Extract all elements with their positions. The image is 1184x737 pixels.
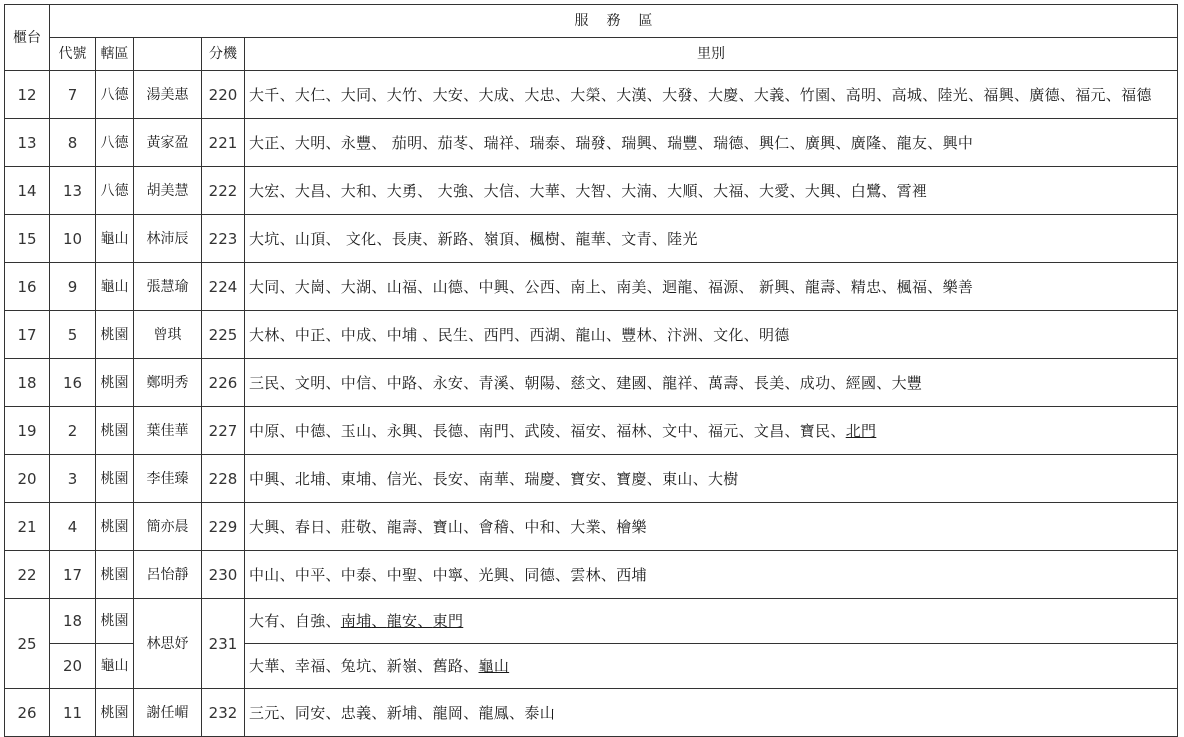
table-row bbox=[5, 263, 1178, 311]
ext-cell: 232 bbox=[202, 689, 245, 737]
district-cell: 桃園 bbox=[96, 503, 134, 551]
code-cell: 5 bbox=[50, 311, 96, 359]
counter-cell: 21 bbox=[5, 503, 50, 551]
villages-cell bbox=[245, 599, 1178, 644]
counter-cell: 18 bbox=[5, 359, 50, 407]
code-cell: 11 bbox=[50, 689, 96, 737]
header-service-area: 服務區 bbox=[50, 5, 1178, 38]
villages-separator: 、 bbox=[371, 612, 387, 630]
villages-cell: 大坑、山頂、 文化、長庚、新路、嶺頂、楓樹、龍華、文青、陸光 bbox=[245, 215, 1178, 263]
code-cell: 8 bbox=[50, 119, 96, 167]
ext-cell: 224 bbox=[202, 263, 245, 311]
staff-cell: 胡美慧 bbox=[134, 167, 202, 215]
ext-cell: 220 bbox=[202, 71, 245, 119]
villages-cell bbox=[245, 407, 1178, 455]
table-row bbox=[5, 599, 1178, 644]
code-cell: 17 bbox=[50, 551, 96, 599]
counter-cell: 17 bbox=[5, 311, 50, 359]
ext-cell: 223 bbox=[202, 215, 245, 263]
counter-cell: 15 bbox=[5, 215, 50, 263]
table-row bbox=[5, 455, 1178, 503]
villages-underlined: 南埔 bbox=[340, 612, 372, 630]
header-district: 轄區 bbox=[96, 38, 134, 71]
staff-cell: 李佳臻 bbox=[134, 455, 202, 503]
table-row bbox=[5, 311, 1178, 359]
villages-separator: 、 bbox=[417, 612, 433, 630]
villages-cell: 大同、大崗、大湖、山福、山德、中興、公西、南上、南美、迴龍、福源、 新興、龍壽、精忠、楓福、樂善 bbox=[245, 263, 1178, 311]
counter-cell: 22 bbox=[5, 551, 50, 599]
villages-cell: 中興、北埔、東埔、信光、長安、南華、瑞慶、寶安、寶慶、東山、大樹 bbox=[245, 455, 1178, 503]
table-row bbox=[5, 215, 1178, 263]
staff-cell: 湯美惠 bbox=[134, 71, 202, 119]
code-cell: 13 bbox=[50, 167, 96, 215]
header-villages: 里別 bbox=[245, 38, 1178, 71]
code-cell: 16 bbox=[50, 359, 96, 407]
district-cell: 桃園 bbox=[96, 599, 134, 644]
staff-cell: 葉佳華 bbox=[134, 407, 202, 455]
district-cell: 龜山 bbox=[96, 263, 134, 311]
code-cell: 2 bbox=[50, 407, 96, 455]
villages-underlined: 龍安 bbox=[386, 612, 418, 630]
table-row bbox=[5, 503, 1178, 551]
district-cell: 桃園 bbox=[96, 689, 134, 737]
table-row bbox=[5, 119, 1178, 167]
villages-cell: 大正、大明、永豐、 茄明、茄苳、瑞祥、瑞泰、瑞發、瑞興、瑞豐、瑞德、興仁、廣興、廣隆、龍友、興中 bbox=[245, 119, 1178, 167]
villages-text: 大有、自強、 bbox=[249, 612, 341, 630]
header-counter: 櫃台 bbox=[5, 5, 50, 71]
code-cell: 7 bbox=[50, 71, 96, 119]
counter-cell: 26 bbox=[5, 689, 50, 737]
villages-cell: 三民、文明、中信、中路、永安、青溪、朝陽、慈文、建國、龍祥、萬壽、長美、成功、經國、大豐 bbox=[245, 359, 1178, 407]
staff-cell: 鄭明秀 bbox=[134, 359, 202, 407]
district-cell: 桃園 bbox=[96, 311, 134, 359]
table-row bbox=[5, 359, 1178, 407]
villages-cell: 大興、春日、莊敬、龍壽、寶山、會稽、中和、大業、檜樂 bbox=[245, 503, 1178, 551]
staff-cell: 曾琪 bbox=[134, 311, 202, 359]
district-cell: 桃園 bbox=[96, 359, 134, 407]
villages-underlined: 北門 bbox=[845, 421, 877, 440]
staff-cell: 林思妤 bbox=[134, 599, 202, 689]
header-ext: 分機 bbox=[202, 38, 245, 71]
counter-cell: 16 bbox=[5, 263, 50, 311]
district-cell: 桃園 bbox=[96, 455, 134, 503]
table-row bbox=[5, 167, 1178, 215]
code-cell: 9 bbox=[50, 263, 96, 311]
staff-cell: 林沛辰 bbox=[134, 215, 202, 263]
ext-cell: 229 bbox=[202, 503, 245, 551]
counter-cell: 19 bbox=[5, 407, 50, 455]
villages-cell: 大宏、大昌、大和、大勇、 大強、大信、大華、大智、大湳、大順、大福、大愛、大興、白鷺、霄裡 bbox=[245, 167, 1178, 215]
villages-cell: 大林、中正、中成、中埔 、民生、西門、西湖、龍山、豐林、汴洲、文化、明德 bbox=[245, 311, 1178, 359]
staff-cell: 張慧瑜 bbox=[134, 263, 202, 311]
staff-cell: 簡亦晨 bbox=[134, 503, 202, 551]
district-cell: 龜山 bbox=[96, 644, 134, 689]
district-cell: 桃園 bbox=[96, 551, 134, 599]
code-cell: 3 bbox=[50, 455, 96, 503]
code-cell: 4 bbox=[50, 503, 96, 551]
header-code: 代號 bbox=[50, 38, 96, 71]
district-cell: 桃園 bbox=[96, 407, 134, 455]
ext-cell: 227 bbox=[202, 407, 245, 455]
header-staff-blank bbox=[134, 38, 202, 71]
ext-cell: 231 bbox=[202, 599, 245, 689]
ext-cell: 225 bbox=[202, 311, 245, 359]
district-cell: 八德 bbox=[96, 71, 134, 119]
table-row bbox=[5, 551, 1178, 599]
code-cell: 10 bbox=[50, 215, 96, 263]
table-row bbox=[5, 407, 1178, 455]
villages-underlined: 龜山 bbox=[478, 657, 510, 675]
staff-cell: 黃家盈 bbox=[134, 119, 202, 167]
table-row bbox=[5, 689, 1178, 737]
code-cell: 20 bbox=[50, 644, 96, 689]
staff-cell: 謝任嵋 bbox=[134, 689, 202, 737]
district-cell: 八德 bbox=[96, 167, 134, 215]
district-cell: 八德 bbox=[96, 119, 134, 167]
counter-cell: 20 bbox=[5, 455, 50, 503]
villages-text: 大華、幸福、兔坑、新嶺、舊路、 bbox=[249, 657, 479, 675]
code-cell: 18 bbox=[50, 599, 96, 644]
villages-underlined: 東門 bbox=[432, 612, 464, 630]
counter-cell: 12 bbox=[5, 71, 50, 119]
ext-cell: 226 bbox=[202, 359, 245, 407]
service-area-table bbox=[4, 4, 1178, 737]
ext-cell: 230 bbox=[202, 551, 245, 599]
counter-cell: 25 bbox=[5, 599, 50, 689]
villages-cell: 大千、大仁、大同、大竹、大安、大成、大忠、大榮、大漢、大發、大慶、大義、竹園、高明、高城、陸光、福興、廣德、福元、福德 bbox=[245, 71, 1178, 119]
villages-cell: 中山、中平、中泰、中聖、中寧、光興、同德、雲林、西埔 bbox=[245, 551, 1178, 599]
villages-text: 中原、中德、玉山、永興、長德、南門、武陵、福安、福林、文中、福元、文昌、寶民、 bbox=[249, 421, 846, 440]
counter-cell: 13 bbox=[5, 119, 50, 167]
staff-cell: 呂怡靜 bbox=[134, 551, 202, 599]
district-cell: 龜山 bbox=[96, 215, 134, 263]
villages-cell bbox=[245, 644, 1178, 689]
villages-cell: 三元、同安、忠義、新埔、龍岡、龍鳳、泰山 bbox=[245, 689, 1178, 737]
ext-cell: 228 bbox=[202, 455, 245, 503]
ext-cell: 222 bbox=[202, 167, 245, 215]
table-row bbox=[5, 71, 1178, 119]
counter-cell: 14 bbox=[5, 167, 50, 215]
ext-cell: 221 bbox=[202, 119, 245, 167]
